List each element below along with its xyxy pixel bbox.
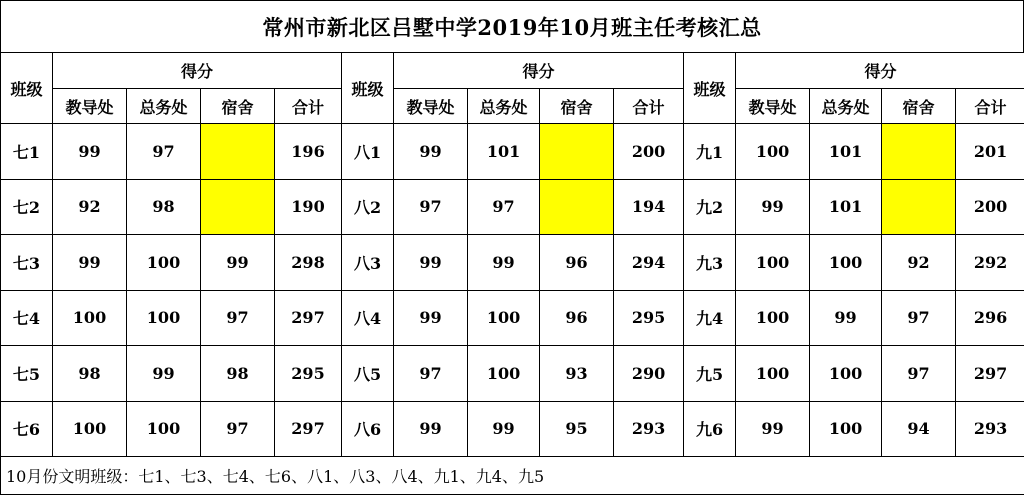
sushe-score-cell[interactable]: 94 xyxy=(882,401,956,457)
class-cell[interactable]: 七5 xyxy=(1,346,53,402)
header-row-1 xyxy=(1,53,1024,89)
class-cell[interactable]: 八3 xyxy=(342,235,394,291)
sushe-score-cell[interactable]: 96 xyxy=(540,235,614,291)
jiaodao-score-cell[interactable]: 98 xyxy=(53,346,127,402)
class-header[interactable]: 班级 xyxy=(342,53,394,124)
total-score-cell[interactable]: 297 xyxy=(275,401,342,457)
jiaodao-score-cell[interactable]: 100 xyxy=(736,346,810,402)
score-table xyxy=(0,52,1024,495)
total-score-cell[interactable]: 190 xyxy=(275,179,342,235)
score-header[interactable]: 得分 xyxy=(394,53,684,89)
jiaodao-score-cell[interactable]: 99 xyxy=(736,401,810,457)
jiaodao-score-cell[interactable]: 92 xyxy=(53,179,127,235)
total-score-cell[interactable]: 201 xyxy=(956,124,1024,180)
col-header-total[interactable]: 合计 xyxy=(956,89,1024,124)
sushe-score-cell[interactable]: 97 xyxy=(201,401,275,457)
sushe-score-cell[interactable]: 93 xyxy=(540,346,614,402)
class-cell[interactable]: 九3 xyxy=(684,235,736,291)
zongwu-score-cell[interactable]: 99 xyxy=(810,290,882,346)
jiaodao-score-cell[interactable]: 99 xyxy=(394,235,468,291)
total-score-cell[interactable]: 292 xyxy=(956,235,1024,291)
zongwu-score-cell[interactable]: 100 xyxy=(127,401,201,457)
sushe-score-cell[interactable] xyxy=(882,179,956,235)
zongwu-score-cell[interactable]: 101 xyxy=(810,124,882,180)
class-cell[interactable]: 九2 xyxy=(684,179,736,235)
jiaodao-score-cell[interactable]: 99 xyxy=(53,235,127,291)
footer-row xyxy=(1,457,1024,495)
zongwu-score-cell[interactable]: 99 xyxy=(468,235,540,291)
col-header-zongwu[interactable]: 总务处 xyxy=(127,89,201,124)
total-score-cell[interactable]: 297 xyxy=(275,290,342,346)
zongwu-score-cell[interactable]: 101 xyxy=(468,124,540,180)
total-score-cell[interactable]: 297 xyxy=(956,346,1024,402)
sushe-score-cell[interactable]: 95 xyxy=(540,401,614,457)
class-header[interactable]: 班级 xyxy=(1,53,53,124)
sushe-score-cell[interactable]: 99 xyxy=(201,235,275,291)
zongwu-score-cell[interactable]: 100 xyxy=(468,346,540,402)
class-cell[interactable]: 九1 xyxy=(684,124,736,180)
class-cell[interactable]: 九5 xyxy=(684,346,736,402)
col-header-zongwu[interactable]: 总务处 xyxy=(468,89,540,124)
total-score-cell[interactable]: 294 xyxy=(614,235,684,291)
sushe-score-cell[interactable]: 97 xyxy=(882,346,956,402)
class-cell[interactable]: 八1 xyxy=(342,124,394,180)
total-score-cell[interactable]: 290 xyxy=(614,346,684,402)
table-row xyxy=(1,179,1024,235)
zongwu-score-cell[interactable]: 97 xyxy=(468,179,540,235)
jiaodao-score-cell[interactable]: 100 xyxy=(53,401,127,457)
zongwu-score-cell[interactable]: 100 xyxy=(127,235,201,291)
civilized-classes-note[interactable]: 10月份文明班级：七1、七3、七4、七6、八1、八3、八4、九1、九4、九5 xyxy=(1,457,1024,495)
class-cell[interactable]: 七1 xyxy=(1,124,53,180)
class-cell[interactable]: 八5 xyxy=(342,346,394,402)
score-header[interactable]: 得分 xyxy=(53,53,342,89)
sushe-score-cell[interactable]: 96 xyxy=(540,290,614,346)
col-header-sushe[interactable]: 宿舍 xyxy=(882,89,956,124)
jiaodao-score-cell[interactable]: 99 xyxy=(394,124,468,180)
zongwu-score-cell[interactable]: 101 xyxy=(810,179,882,235)
class-cell[interactable]: 七4 xyxy=(1,290,53,346)
total-score-cell[interactable]: 295 xyxy=(614,290,684,346)
table-row xyxy=(1,124,1024,180)
col-header-jiaodao[interactable]: 教导处 xyxy=(53,89,127,124)
col-header-jiaodao[interactable]: 教导处 xyxy=(736,89,810,124)
total-score-cell[interactable]: 194 xyxy=(614,179,684,235)
page-title: 常州市新北区吕墅中学2019年10月班主任考核汇总 xyxy=(0,0,1024,52)
col-header-sushe[interactable]: 宿舍 xyxy=(201,89,275,124)
jiaodao-score-cell[interactable]: 99 xyxy=(736,179,810,235)
zongwu-score-cell[interactable]: 99 xyxy=(127,346,201,402)
class-cell[interactable]: 九6 xyxy=(684,401,736,457)
total-score-cell[interactable]: 298 xyxy=(275,235,342,291)
col-header-total[interactable]: 合计 xyxy=(275,89,342,124)
sushe-score-cell[interactable] xyxy=(201,124,275,180)
zongwu-score-cell[interactable]: 100 xyxy=(810,401,882,457)
total-score-cell[interactable]: 296 xyxy=(956,290,1024,346)
sushe-score-cell[interactable] xyxy=(540,179,614,235)
jiaodao-score-cell[interactable]: 99 xyxy=(394,290,468,346)
sushe-score-cell[interactable] xyxy=(201,179,275,235)
sushe-score-cell[interactable]: 97 xyxy=(201,290,275,346)
zongwu-score-cell[interactable]: 99 xyxy=(468,401,540,457)
header-row-2 xyxy=(1,89,1024,124)
zongwu-score-cell[interactable]: 97 xyxy=(127,124,201,180)
score-header[interactable]: 得分 xyxy=(736,53,1024,89)
total-score-cell[interactable]: 293 xyxy=(956,401,1024,457)
table-row xyxy=(1,346,1024,402)
jiaodao-score-cell[interactable]: 100 xyxy=(736,124,810,180)
jiaodao-score-cell[interactable]: 100 xyxy=(736,290,810,346)
jiaodao-score-cell[interactable]: 99 xyxy=(53,124,127,180)
total-score-cell[interactable]: 295 xyxy=(275,346,342,402)
zongwu-score-cell[interactable]: 100 xyxy=(127,290,201,346)
class-cell[interactable]: 八6 xyxy=(342,401,394,457)
table-row xyxy=(1,290,1024,346)
class-header[interactable]: 班级 xyxy=(684,53,736,124)
sushe-score-cell[interactable]: 98 xyxy=(201,346,275,402)
class-cell[interactable]: 七6 xyxy=(1,401,53,457)
jiaodao-score-cell[interactable]: 99 xyxy=(394,401,468,457)
zongwu-score-cell[interactable]: 98 xyxy=(127,179,201,235)
zongwu-score-cell[interactable]: 100 xyxy=(810,346,882,402)
total-score-cell[interactable]: 200 xyxy=(956,179,1024,235)
sushe-score-cell[interactable]: 92 xyxy=(882,235,956,291)
zongwu-score-cell[interactable]: 100 xyxy=(810,235,882,291)
total-score-cell[interactable]: 196 xyxy=(275,124,342,180)
table-row xyxy=(1,235,1024,291)
zongwu-score-cell[interactable]: 100 xyxy=(468,290,540,346)
jiaodao-score-cell[interactable]: 97 xyxy=(394,179,468,235)
col-header-jiaodao[interactable]: 教导处 xyxy=(394,89,468,124)
sushe-score-cell[interactable]: 97 xyxy=(882,290,956,346)
jiaodao-score-cell[interactable]: 97 xyxy=(394,346,468,402)
col-header-zongwu[interactable]: 总务处 xyxy=(810,89,882,124)
sushe-score-cell[interactable] xyxy=(882,124,956,180)
jiaodao-score-cell[interactable]: 100 xyxy=(53,290,127,346)
col-header-total[interactable]: 合计 xyxy=(614,89,684,124)
class-cell[interactable]: 八2 xyxy=(342,179,394,235)
class-cell[interactable]: 七3 xyxy=(1,235,53,291)
class-cell[interactable]: 七2 xyxy=(1,179,53,235)
jiaodao-score-cell[interactable]: 100 xyxy=(736,235,810,291)
class-cell[interactable]: 八4 xyxy=(342,290,394,346)
class-cell[interactable]: 九4 xyxy=(684,290,736,346)
sushe-score-cell[interactable] xyxy=(540,124,614,180)
table-row xyxy=(1,401,1024,457)
total-score-cell[interactable]: 293 xyxy=(614,401,684,457)
total-score-cell[interactable]: 200 xyxy=(614,124,684,180)
col-header-sushe[interactable]: 宿舍 xyxy=(540,89,614,124)
